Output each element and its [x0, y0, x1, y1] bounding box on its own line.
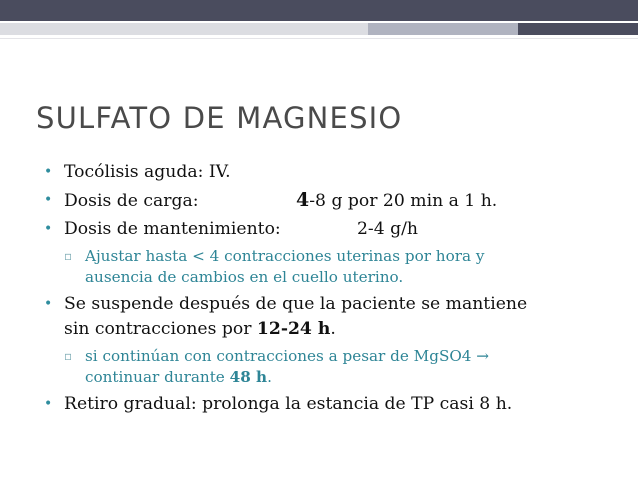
text-fragment: sin contracciones por — [64, 319, 257, 339]
bullet-label: Dosis de mantenimiento: — [64, 219, 281, 239]
header-accent-segment — [368, 23, 518, 35]
bullet-icon: • — [44, 164, 53, 180]
text-fragment: continuar durante — [85, 368, 230, 386]
bullet-item-suspende — [0, 292, 638, 342]
header-accent-strip — [0, 21, 638, 37]
duration-bold: 12-24 h — [256, 319, 331, 339]
header-accent-segment — [518, 23, 638, 35]
bullet-icon: • — [44, 296, 53, 312]
header-accent-segment — [0, 23, 368, 35]
bullet-item-tocolisis — [0, 160, 638, 185]
duration-bold: 48 h — [229, 368, 268, 386]
bullet-text-line: Se suspende después de que la paciente se mantiene — [64, 294, 528, 314]
slide-title: SULFATO DE MAGNESIO — [36, 101, 403, 135]
sub-item-ajustar — [0, 246, 638, 288]
bullet-item-retiro — [0, 392, 638, 417]
sub-text-line2 — [85, 367, 638, 388]
slide-body — [0, 160, 638, 417]
bullet-text-line2 — [64, 317, 638, 342]
text-fragment: si continúan con contracciones a pesar de MgSO4 — [85, 347, 472, 365]
bullet-item-dosis-mantenimiento — [0, 217, 638, 242]
sub-bullet-icon: ▫ — [64, 349, 73, 363]
bullet-icon: • — [44, 221, 53, 237]
bullet-icon: • — [44, 396, 53, 412]
arrow-right-icon: → — [476, 347, 490, 365]
bullet-label: Dosis de carga: — [64, 191, 199, 211]
bullet-text: Tocólisis aguda: IV. — [64, 162, 231, 182]
text-fragment: . — [267, 368, 272, 386]
text-fragment: . — [330, 319, 336, 339]
dose-rest: -8 g por 20 min a 1 h. — [309, 191, 498, 211]
sub-text-line — [85, 346, 638, 367]
maintenance-value: 2-4 g/h — [357, 219, 419, 239]
sub-bullet-icon: ▫ — [64, 249, 73, 263]
bullet-text: Retiro gradual: prolonga la estancia de TP casi 8 h. — [64, 394, 513, 414]
sub-text-line: Ajustar hasta < 4 contracciones uterinas por hora y — [85, 247, 485, 265]
bullet-item-dosis-carga — [0, 188, 638, 214]
bullet-icon: • — [44, 192, 53, 208]
sub-text-line: ausencia de cambios en el cuello uterino. — [85, 268, 404, 286]
sub-item-continuan — [0, 346, 638, 388]
dose-start-bold: 4 — [296, 189, 310, 211]
header-divider — [0, 38, 638, 39]
header-band — [0, 0, 638, 21]
